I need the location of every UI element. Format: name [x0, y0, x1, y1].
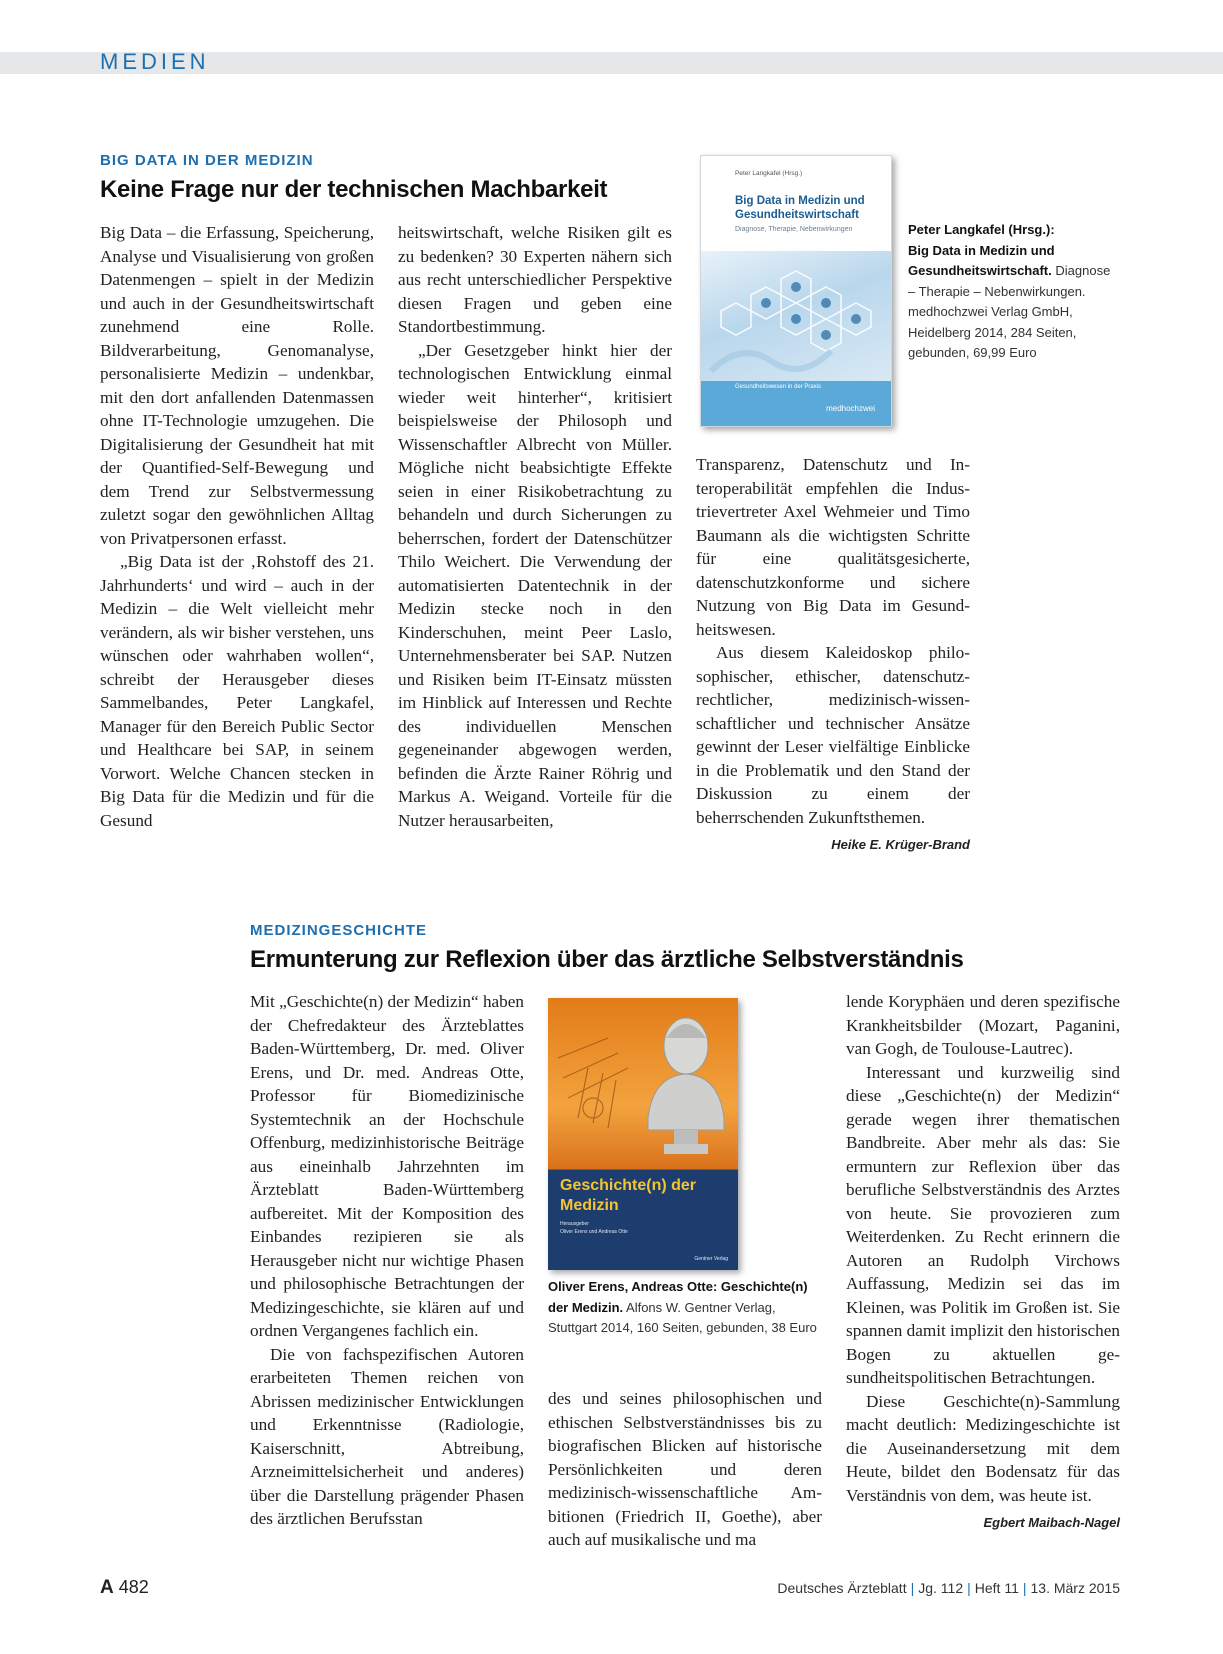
paragraph-text: Diese Geschichte(n)-Sammlung macht deutlich: Medizingeschichte ist die Auseinandersetzung mit dem Heute, bildet den Bodensatz für das Verständnis von dem, was heute ist.: [846, 1391, 1120, 1505]
cover-editor: Peter Langkafel (Hrsg.): [735, 170, 803, 177]
journal-date: 13. März 2015: [1030, 1580, 1120, 1596]
journal-volume: Jg. 112: [918, 1580, 964, 1596]
paragraph: [696, 641, 970, 852]
book2-authors: Oliver Erens, Andreas Otte: Geschichte(n) der Medizin.: [548, 1279, 808, 1315]
separator: |: [910, 1580, 915, 1596]
paragraph: Die von fachspezifischen Autoren erarbeiteten Themen reichen von Abrissen medizinischer Entwicklungen und Erkenntnisse (Radiologie, Kaiserschnitt, Abtreibung, Arzneimittelsicherheit und anderes) über die Darstellung prägender Phasen des ärztlichen Berufsstan: [250, 1344, 524, 1528]
book1-editor: Peter Langkafel (Hrsg.):: [908, 222, 1055, 237]
article1-kicker: BIG DATA IN DER MEDIZIN: [100, 152, 314, 169]
article1-headline: Keine Frage nur der technischen Machbarkeit: [100, 176, 608, 203]
paragraph: „Big Data ist der ‚Rohstoff des 21. Jahrhunderts‘ und wird – auch in der Medizin – die Welt vielleicht mehr verändern, als wir bisher verstehen, uns wünschen oder wahrhaben wollen“, schreibt der Herausgeber dieses Sammelbandes, Peter Langkafel, Manager für den Bereich Public Sector und Healthcare bei SAP, in seinem Vorwort. Welche Chancen stecken in Big Data für die Medizin und für die Gesund: [100, 552, 374, 830]
cover-illustration: [701, 251, 891, 381]
page-prefix: A: [100, 1577, 114, 1598]
paragraph: Transparenz, Datenschutz und Interoperabilität empfehlen die Industrievertreter Axel Wehmeier und Timo Baumann als die wichtigsten Schritte für eine qualitätsgesicherte, datenschutzkonforme und sichere Nutzung von Big Data im Gesundheitswesen.: [696, 455, 970, 639]
article1-column-1: [100, 221, 374, 832]
paragraph: des und seines philosophischen und ethischen Selbstverständnisses bis zu biografischen Blicken auf historische Persönlichkeiten und deren medizinisch-wissenschaftliche Ambitionen (Friedrich II, Goethe), aber auch auf musikalische und ma: [548, 1389, 822, 1549]
cover-title: Big Data in Medizin und Gesundheitswirtschaft: [735, 195, 865, 221]
paragraph: Mit „Geschichte(n) der Medizin“ haben der Chefredakteur des Ärzteblattes Baden-Württemberg, Dr. med. Oliver Erens, und Dr. med. Andreas Otte, Professor für Biomedizinische Systemtechnik an der Hochschule Offenburg, medizinhistorische Beiträge aus eineinhalb Jahrzehnten im Ärzteblatt Baden-Württemberg aufbereitet. Mit der Komposition des Einbandes rezipieren sie als Herausgeber nicht nur wichtige Phasen und philosophische Betrachtungen der Medizingeschichte, sie klären auf und ordnen Vergangenes fachlich ein.: [250, 992, 524, 1340]
book2-caption: [548, 1277, 818, 1339]
separator: |: [967, 1580, 971, 1596]
paragraph: Big Data – die Erfassung, Speicherung, Analyse und Visualisierung von großen Datenmengen – spielt in der Medizin und auch in der Gesundheitswirtschaft zunehmend eine Rolle. Bildverarbeitung, Genomanalyse, personalisierte Medizin – undenkbar, mit den dort anfallenden Datenmassen ohne IT-Technologie umzugehen. Die Digitalisierung der Gesundheit hat mit der Quantified-Self-Bewegung und dem Trend zur Selbstvermessung zuletzt sogar den gewöhnlichen Alltag von Privatpersonen erfasst.: [100, 223, 374, 548]
paragraph: lende Koryphäen und deren spezifische Krankheitsbilder (Mozart, Paganini, van Gogh, de Toulouse-Lautrec).: [846, 992, 1120, 1058]
paragraph: „Der Gesetzgeber hinkt hier der technologischen Entwicklung einmal wieder weit hinterher“, kritisiert beispielsweise der Philosoph und Wissenschaftler Albrecht von Müller. Mögliche nicht beabsichtigte Effekte seien in einer Risikobetrachtung zu behandeln und durch Sicherungen zu beherrschen, fordert der Datenschützer Thilo Weichert. Die Verwendung der automatisierten Datentechnik in der Medizin stecke noch in den Kinderschuhen, meint Peer Laslo, Unternehmensberater bei SAP. Nutzen und Risiken beim IT-Einsatz müssten im Hinblick auf Interessen und Rechte des individuellen Menschen gegeneinander abgewogen werden, befinden die Ärzte Rainer Röhrig und Markus A. Weigand. Vorteile für die Nutzer herausarbeiten,: [398, 340, 672, 830]
cover-publisher: medhochzwei: [826, 404, 875, 413]
cover-subtitle: Diagnose, Therapie, Nebenwirkungen: [735, 226, 853, 233]
journal-issue: Heft 11: [974, 1580, 1019, 1596]
separator: |: [1022, 1580, 1027, 1596]
journal-name: Deutsches Ärzteblatt: [777, 1580, 907, 1596]
article2-column-1: [250, 990, 524, 1531]
book1-details: Diagnose – Therapie – Nebenwirkungen. medhochzwei Verlag GmbH, Heidelberg 2014, 284 Seiten, gebunden, 69,99 Euro: [908, 263, 1111, 360]
book1-caption: [908, 220, 1118, 364]
bust-illustration: [548, 998, 738, 1173]
cover-editors-label: Herausgeber: [560, 1221, 589, 1227]
article2-author: Egbert Maibach-Nagel: [983, 1515, 1120, 1530]
paragraph: heitswirtschaft, welche Risiken gilt es zu bedenken? 30 Experten nähern sich aus recht unterschiedlicher Perspektive diesen Fragen und geben eine Standortbestimmung.: [398, 223, 672, 336]
book-cover-big-data: [700, 155, 892, 427]
article2-column-2: [548, 1387, 822, 1552]
article1-column-3: [696, 453, 970, 857]
section-label: MEDIEN: [100, 49, 210, 74]
article2-kicker: MEDIZINGESCHICHTE: [250, 922, 428, 939]
book1-title: Big Data in Medizin und Gesundheitswirtschaft.: [908, 242, 1055, 278]
cover-editors: [560, 1220, 628, 1236]
medical-icons-illustration: [701, 251, 891, 381]
paragraph: Interessant und kurzweilig sind diese „Geschichte(n) der Medizin“ gerade wegen ihrer thematischen Bandbreite. Aber mehr als das: Sie ermuntern zur Reflexion über das berufliche Selbstverständnis des Arztes von heute. Sie provozieren zum Weiterdenken. Zu Recht erinnern die Autoren an Rudolph Virchows Auffassung, Medizin sei das im Kleinen, was Politik im Großen ist. Sie spannen damit implizit den historischen Bogen zu aktuellen gesundheitspolitischen Betrachtungen.: [846, 1062, 1120, 1387]
cover-publisher: Gentner Verlag: [694, 1256, 728, 1262]
article1-author: Heike E. Krüger-Brand: [831, 837, 970, 852]
journal-info: [777, 1580, 1120, 1596]
book2-details: Alfons W. Gentner Verlag, Stuttgart 2014, 160 Seiten, gebunden, 38 Euro: [548, 1299, 817, 1335]
article2-column-3: [846, 990, 1120, 1535]
article1-column-2: [398, 221, 672, 832]
cover-editors-names: Oliver Erens und Andreas Otte: [560, 1229, 628, 1235]
paragraph: [846, 1390, 1120, 1530]
cover-series: Gesundheitswesen in der Praxis: [735, 384, 822, 390]
paragraph-text: Aus diesem Kaleidoskop philosophischer, ethischer, datenschutzrechtlicher, medizinisch-wissenschaftlicher und technischer Ansätze gewinnt der Leser vielfältige Einblicke in die Problematik und den Stand der Diskussion zu einem der beherrschenden Zukunftsthemen.: [696, 643, 970, 827]
cover-title: Geschichte(n) der Medizin: [560, 1177, 697, 1214]
page-number-value: 482: [118, 1577, 149, 1597]
book-cover-geschichte: [548, 998, 738, 1270]
article2-headline: Ermunterung zur Reflexion über das ärztliche Selbstverständnis: [250, 946, 964, 973]
page-number: [100, 1577, 149, 1599]
